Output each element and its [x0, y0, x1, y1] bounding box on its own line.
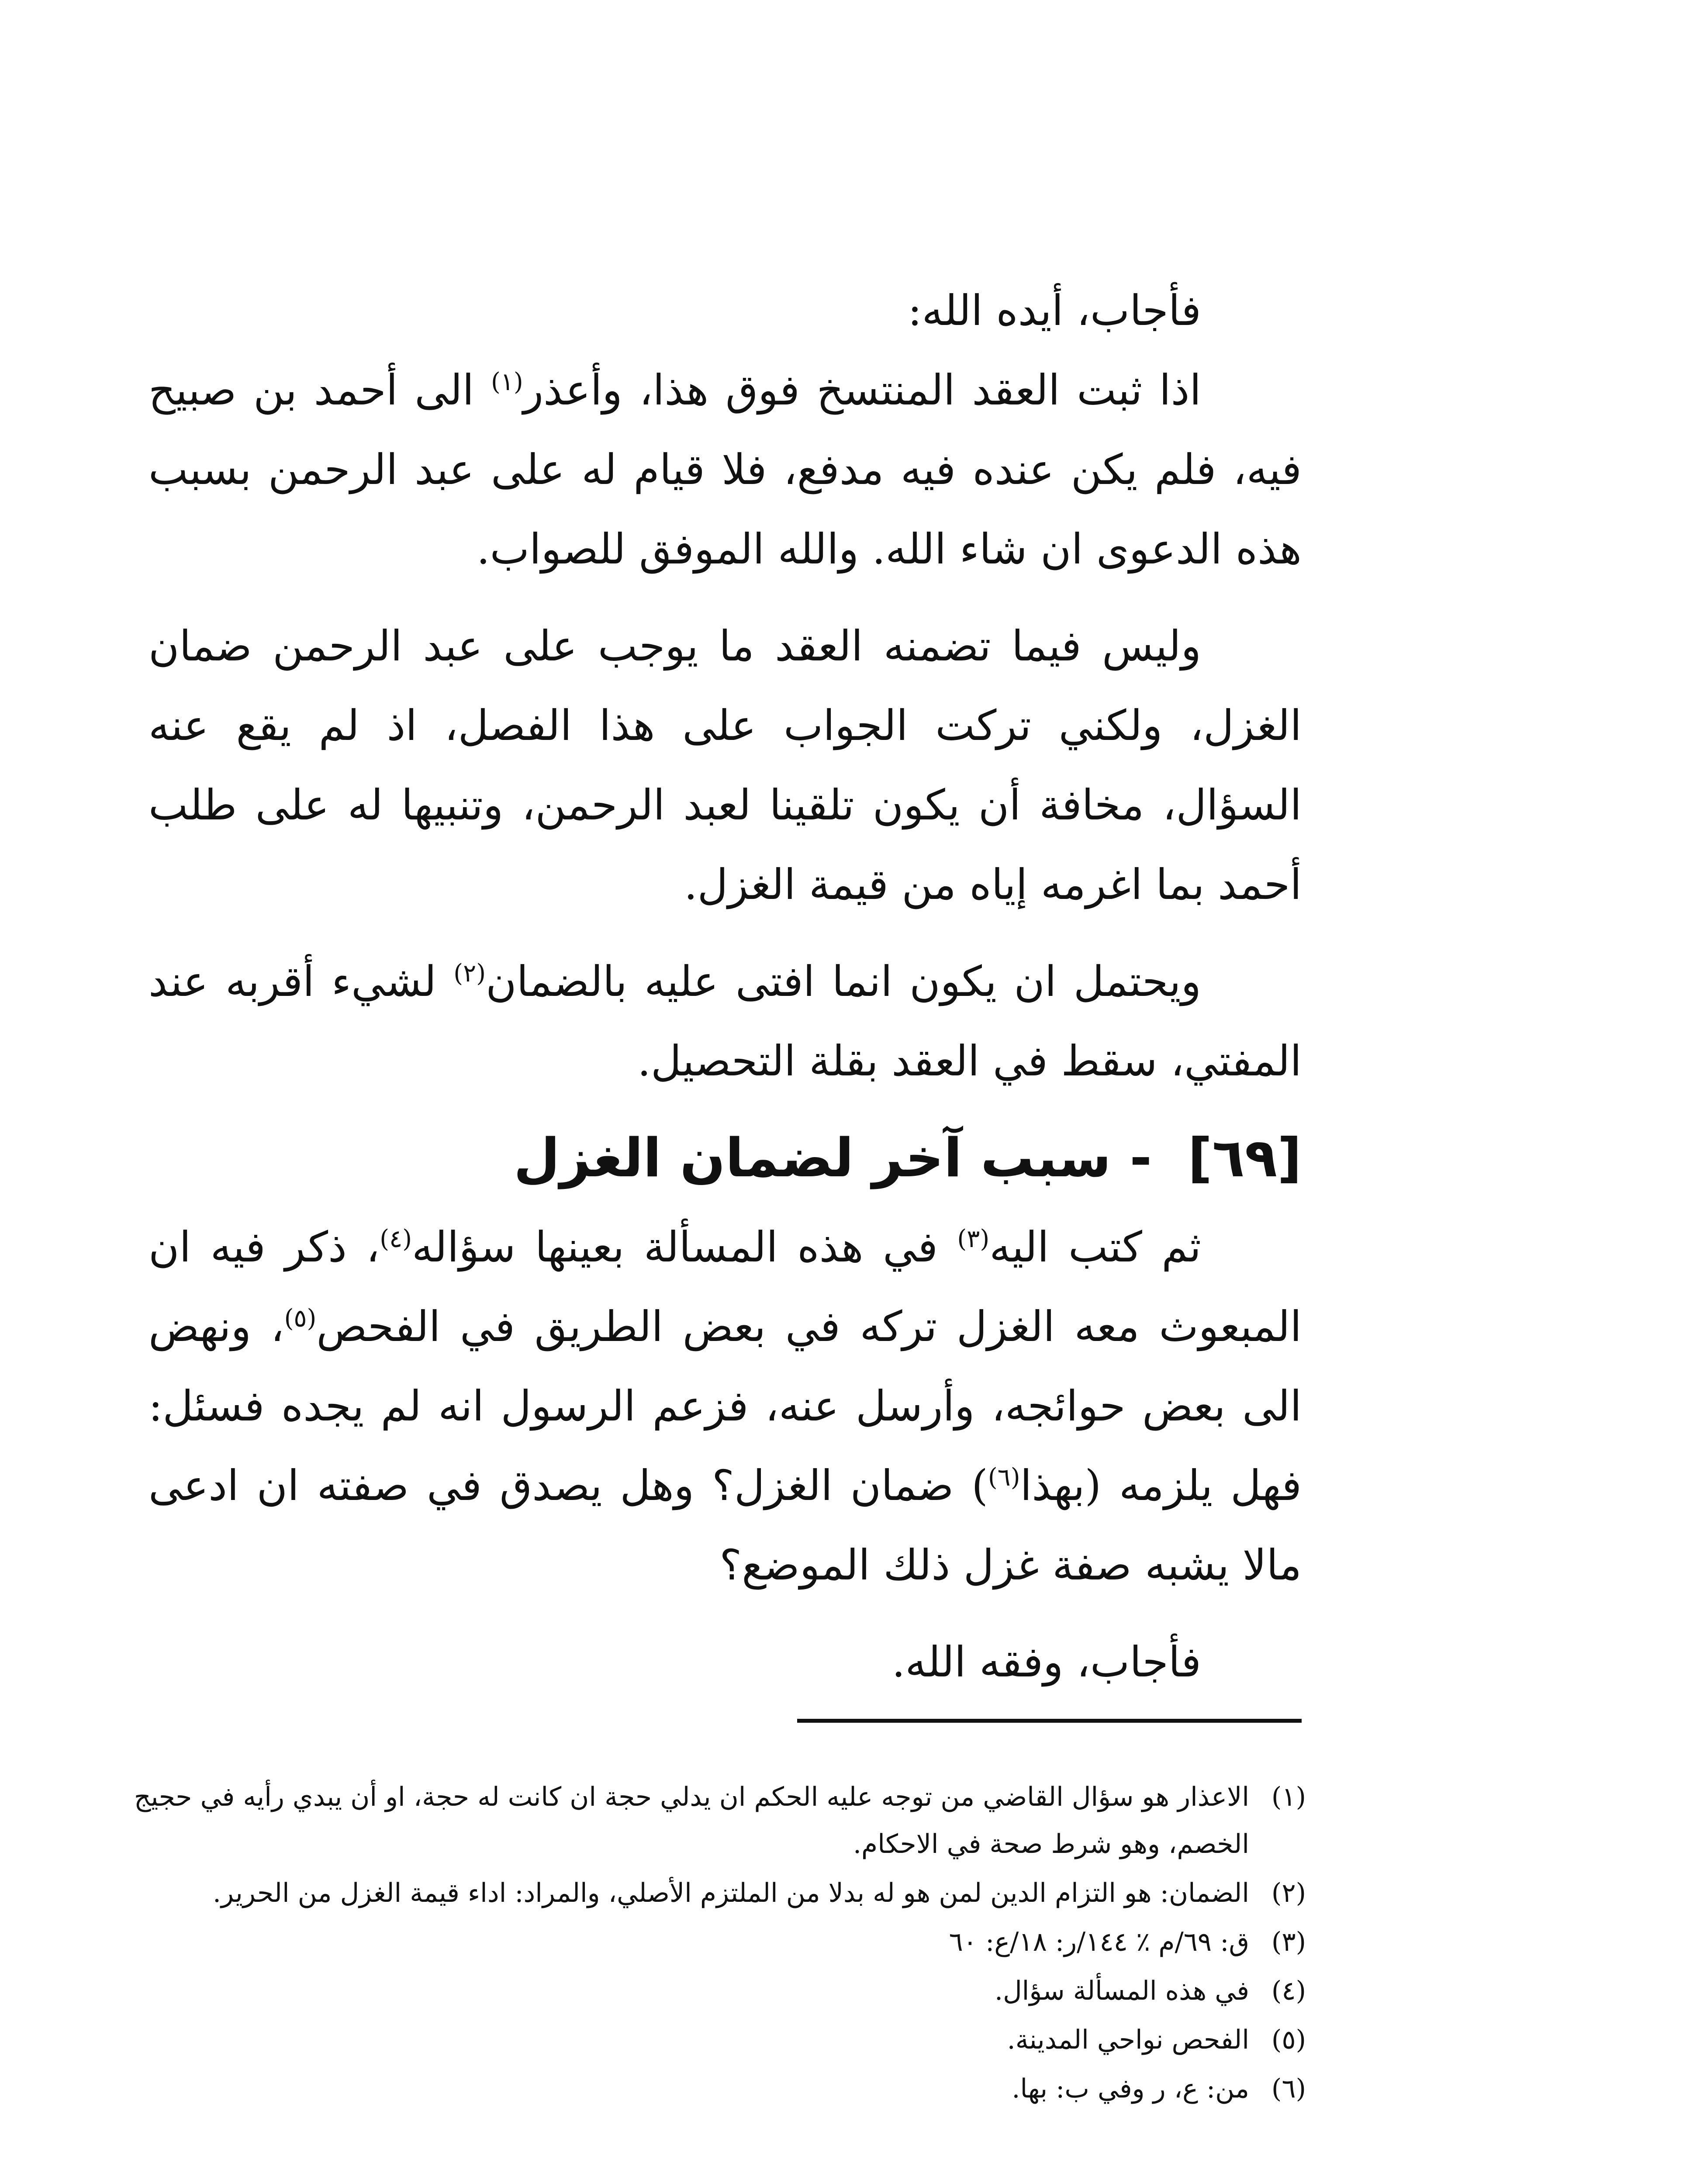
footnotes — [109, 1773, 1306, 2114]
section-number: [٦٩] — [1188, 1127, 1302, 1189]
footnote-number: (٥) — [1271, 2025, 1306, 2055]
footnote — [109, 1773, 1306, 1868]
footnote-text: الفحص نواحي المدينة. — [1007, 2025, 1249, 2055]
question-paragraph — [149, 1207, 1302, 1605]
footnote-number: (٢) — [1271, 1878, 1306, 1908]
footnote — [109, 2016, 1306, 2063]
footnote-number: (٣) — [1271, 1927, 1306, 1957]
footnote-text: الاعذار هو سؤال القاضي من توجه عليه الحكم ان يدلي حجة ان كانت له حجة، او أن يبدي رأيه في حجيج الخصم، وهو شرط صحة في الاحكام. — [134, 1782, 1249, 1859]
footnote-number: (٦) — [1271, 2073, 1306, 2104]
footnote-text: ق: ٦٩/م ٪ ١٤٤/ر: ١٨/ع: ٦٠ — [949, 1927, 1249, 1957]
footnote — [109, 2065, 1306, 2112]
text-run: ، ذكر فيه ان المبعوث معه الغزل تركه في بعض الطريق في الفحص — [149, 1223, 1302, 1351]
section-dash: - — [1130, 1127, 1152, 1189]
text-run: ) ضمان الغزل؟ وهل يصدق في صفته ان ادعى مالا يشبه صفة غزل ذلك الموضع؟ — [149, 1461, 1302, 1590]
footnote-text: الضمان: هو التزام الدين لمن هو له بدلا من الملتزم الأصلي، والمراد: اداء قيمة الغزل من الحرير. — [212, 1878, 1249, 1908]
footnote-separator — [797, 1719, 1302, 1723]
fatwa-paragraphs-1 — [149, 350, 1302, 1101]
text-run: الى أحمد بن صبيح فيه، فلم يكن عنده فيه مدفع، فلا قيام له على عبد الرحمن بسبب هذه الدعوى ان شاء الله. والله الموفق للصواب. — [149, 366, 1302, 574]
text-run: وليس فيما تضمنه العقد ما يوجب على عبد الرحمن ضمان الغزل، ولكني تركت الجواب على هذا الفصل، اذ لم يقع عنه السؤال، مخافة أن يكون تلقينا لعبد الرحمن، وتنبيها له على طلب أحمد بما اغرمه إياه من قيمة الغزل. — [149, 622, 1302, 909]
section-heading — [149, 1112, 1302, 1204]
text-run: ثم كتب اليه — [989, 1223, 1202, 1272]
footnote-number: (٤) — [1271, 1976, 1306, 2006]
text-run: لشيء أقربه عند المفتي، سقط في العقد بقلة التحصيل. — [149, 957, 1302, 1085]
main-text — [149, 271, 1302, 1702]
answer-heading-1: فأجاب، أيده الله: — [908, 286, 1201, 335]
footnote-marker: (١) — [491, 368, 523, 396]
section-title: سبب آخر لضمان الغزل — [513, 1127, 1111, 1189]
footnote — [109, 1967, 1306, 2015]
question-paragraphs — [149, 1207, 1302, 1605]
text-run: ويحتمل ان يكون انما افتى عليه بالضمان — [486, 957, 1201, 1006]
footnote — [109, 1870, 1306, 1917]
footnote-text: من: ع، ر وفي ب: بها. — [1012, 2073, 1249, 2104]
footnote-text: في هذه المسألة سؤال. — [995, 1976, 1249, 2006]
text-run: ، ونهض الى بعض حوائجه، وأرسل عنه، فزعم الرسول انه لم يجده فسئل: فهل يلزمه (بهذا — [149, 1302, 1302, 1510]
fatwa-paragraph — [149, 942, 1302, 1101]
text-run: اذا ثبت العقد المنتسخ فوق هذا، وأعذر — [523, 366, 1202, 415]
fatwa-paragraph — [149, 606, 1302, 924]
footnote-marker: (٦) — [988, 1463, 1020, 1492]
answer-heading-2: فأجاب، وفقه الله. — [891, 1638, 1201, 1686]
fatwa-paragraph — [149, 350, 1302, 589]
footnote-marker: (٣) — [957, 1225, 990, 1253]
footnote-marker: (٤) — [380, 1225, 412, 1253]
footnote-marker: (٢) — [453, 959, 486, 988]
footnote — [109, 1918, 1306, 1966]
text-run: في هذه المسألة بعينها سؤاله — [412, 1223, 957, 1272]
footnote-number: (١) — [1271, 1782, 1306, 1812]
footnote-marker: (٥) — [284, 1304, 317, 1333]
